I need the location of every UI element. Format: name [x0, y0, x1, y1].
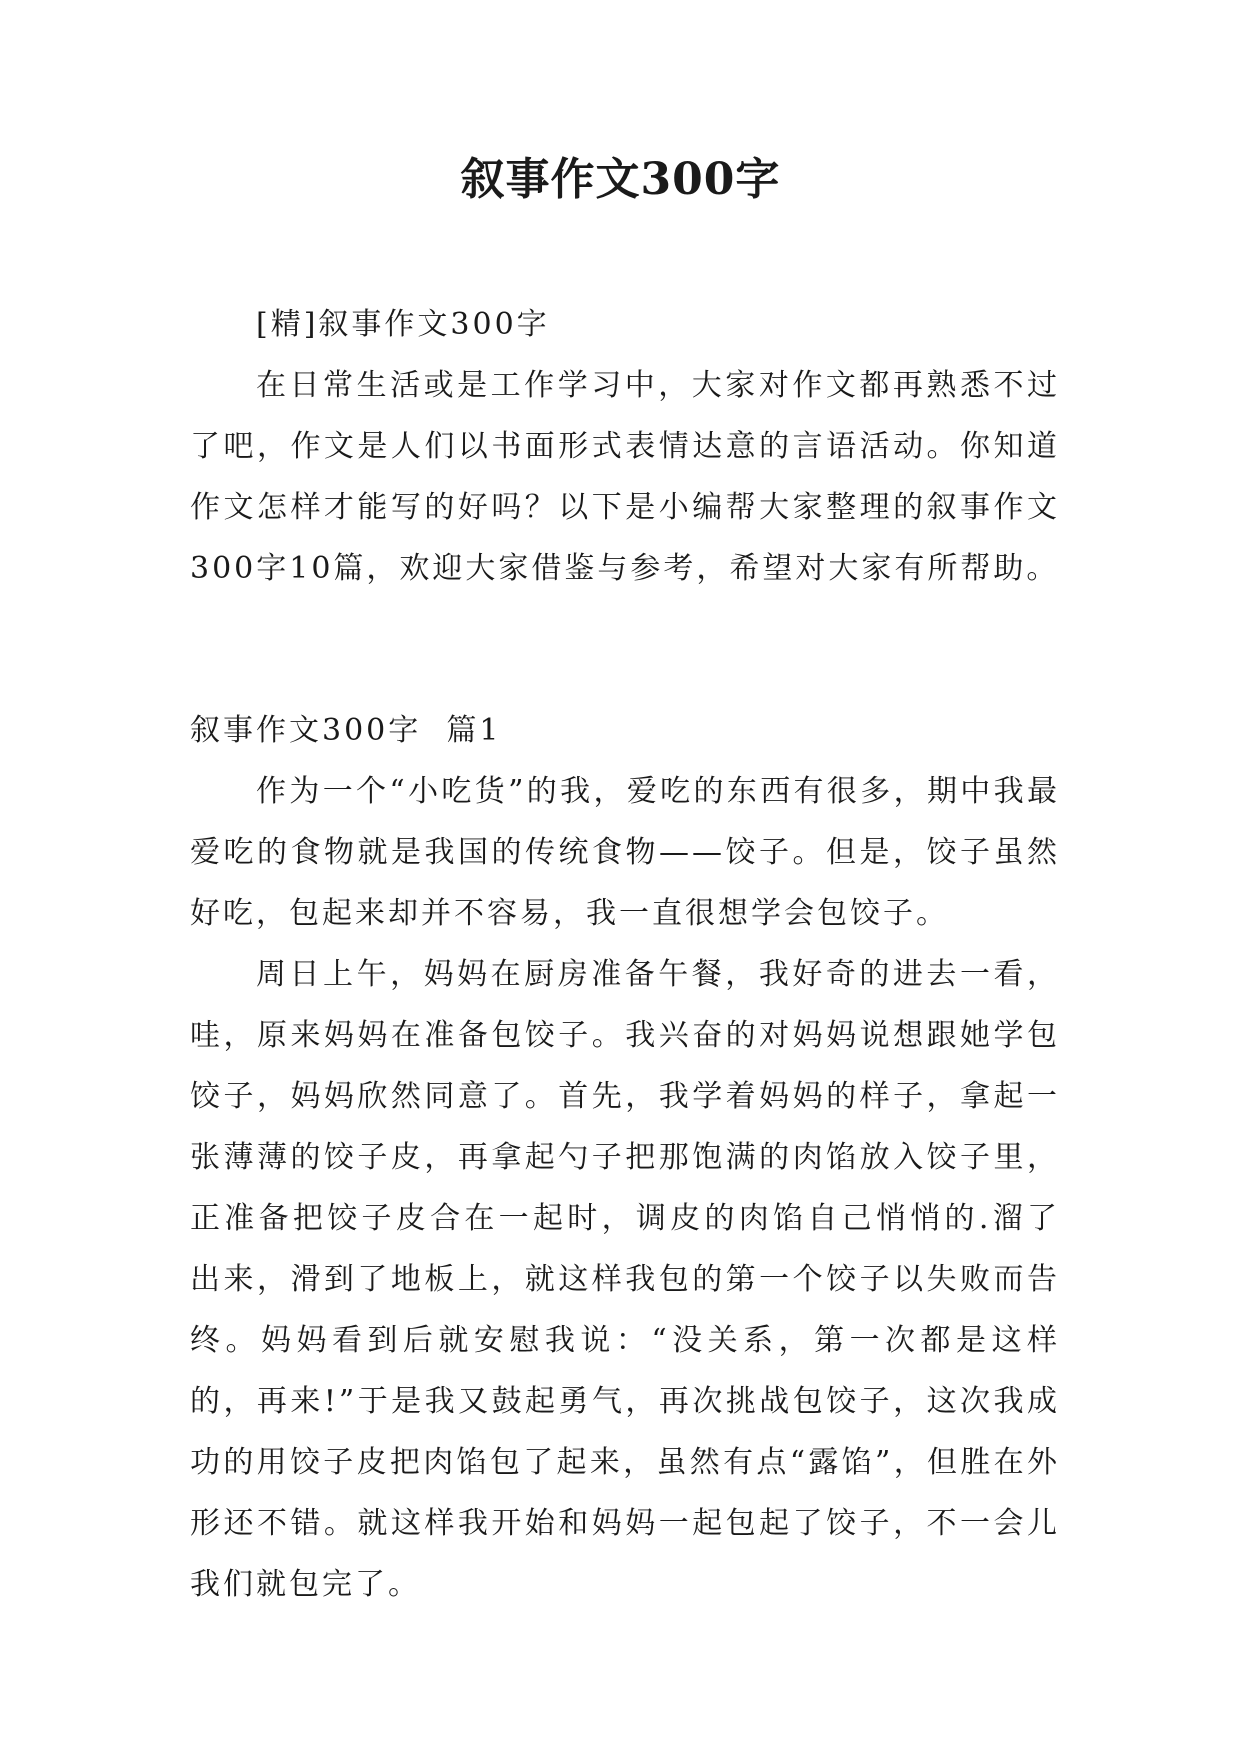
essay-paragraph: 周日上午，妈妈在厨房准备午餐，我好奇的进去一看，哇，原来妈妈在准备包饺子。我兴奋的对妈妈说想跟她学包饺子，妈妈欣然同意了。首先，我学着妈妈的样子，拿起一张薄薄的饺子皮，再拿起勺子把那饱满的肉馅放入饺子里，正准备把饺子皮合在一起时，调皮的肉馅自己悄悄的.溜了出来，滑到了地板上，就这样我包的第一个饺子以失败而告终。妈妈看到后就安慰我说：“没关系，第一次都是这样的，再来!”于是我又鼓起勇气，再次挑战包饺子，这次我成功的用饺子皮把肉馅包了起来，虽然有点“露馅”，但胜在外形还不错。就这样我开始和妈妈一起包起了饺子，不一会儿我们就包完了。	[190, 957, 1060, 1602]
intro-paragraph: 在日常生活或是工作学习中，大家对作文都再熟悉不过了吧，作文是人们以书面形式表情达意的言语活动。你知道作文怎样才能写的好吗？以下是小编帮大家整理的叙事作文300字10篇，欢迎大家借鉴与参考，希望对大家有所帮助。	[190, 368, 1060, 586]
essay-section-1	[190, 700, 1060, 1615]
essay-paragraph: 作为一个“小吃货”的我，爱吃的东西有很多，期中我最爱吃的食物就是我国的传统食物——饺子。但是，饺子虽然好吃，包起来却并不容易，我一直很想学会包饺子。	[190, 774, 1060, 931]
intro-block	[190, 294, 1060, 599]
document-subtitle: [精]叙事作文300字	[256, 307, 550, 342]
section-heading: 叙事作文300字 篇1	[190, 713, 502, 748]
document-title: 叙事作文300字	[460, 154, 781, 205]
